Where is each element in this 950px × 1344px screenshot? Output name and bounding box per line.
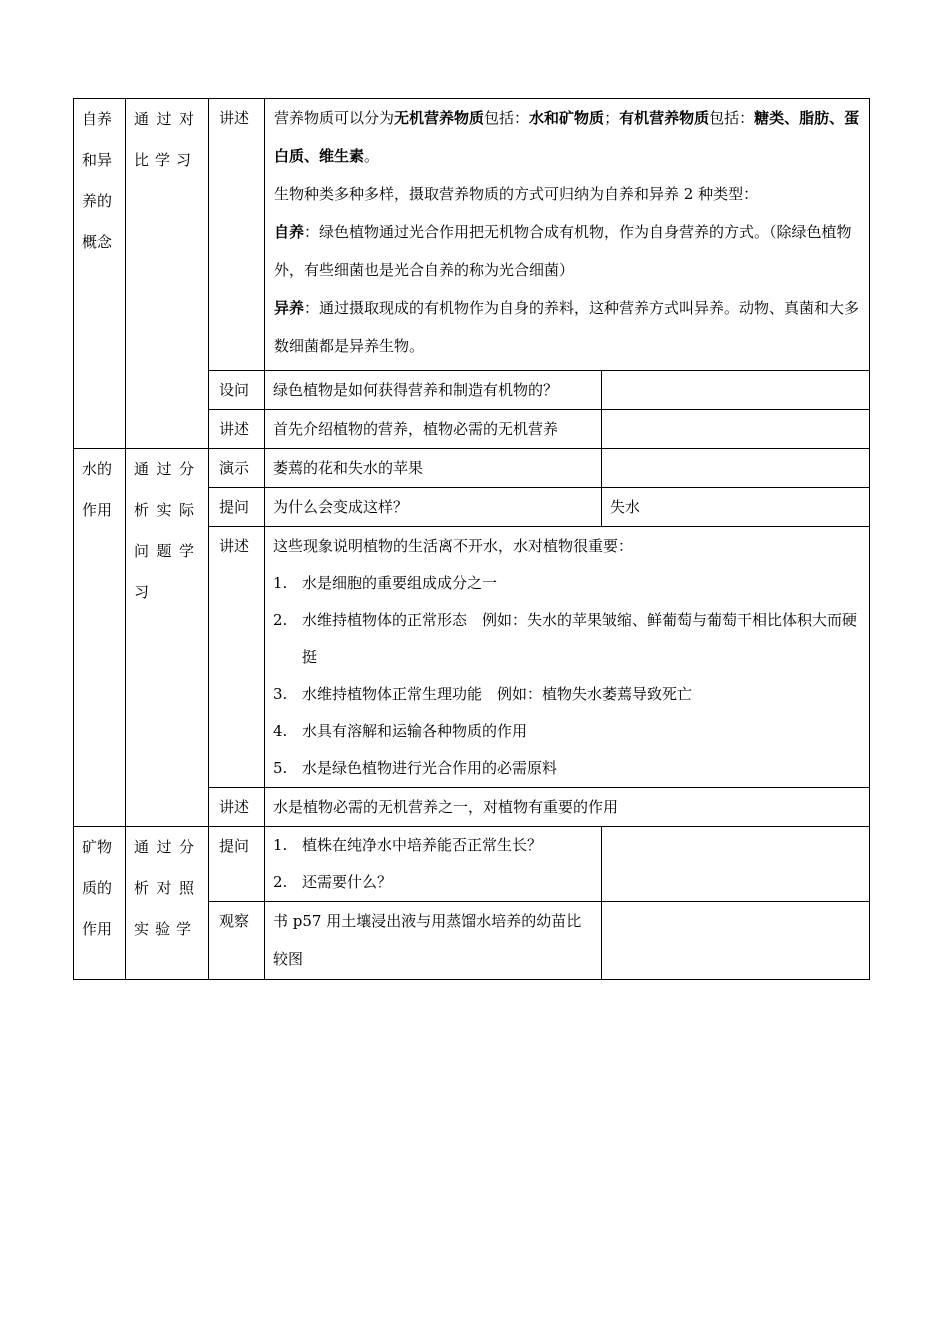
- text: 包括：: [484, 109, 530, 127]
- text: ：通过摄取现成的有机物作为自身的养料，这种营养方式叫异养。动物、真菌和大多数细菌都是异养生物。: [274, 299, 860, 355]
- text: ：绿色植物通过光合作用把无机物合成有机物，作为自身营养的方式。（除绿色植物外，有些细菌也是光合自养的称为光合细菌）: [274, 223, 852, 279]
- topic-cell: 水的作用: [74, 449, 126, 827]
- paragraph: 这些现象说明植物的生活离不开水，水对植物很重要：: [273, 537, 634, 555]
- term-label: 自养: [274, 223, 305, 241]
- note-cell: [602, 902, 870, 980]
- activity-cell: 设问: [209, 371, 265, 410]
- list-number: 3.: [273, 685, 288, 703]
- list-text: 水是细胞的重要组成成分之一: [302, 574, 498, 592]
- content-cell: 书 p57 用土壤浸出液与用蒸馏水培养的幼苗比较图: [265, 902, 602, 980]
- text: ；: [604, 109, 620, 127]
- paragraph: 生物种类多种多样，摄取营养物质的方式可归纳为自养和异养 2 种类型：: [274, 185, 759, 203]
- content-cell: [265, 827, 602, 902]
- list-item: [273, 864, 593, 901]
- text: 。: [364, 147, 380, 165]
- list-item: [273, 676, 861, 713]
- paragraph: [274, 213, 861, 289]
- activity-cell: 提问: [209, 488, 265, 527]
- activity-cell: 讲述: [209, 527, 265, 788]
- note-cell: 失水: [602, 488, 870, 527]
- bold-text: 糖类、脂肪、蛋白质、维生素: [274, 109, 860, 165]
- term-label: 异养: [274, 299, 305, 317]
- activity-cell: 观察: [209, 902, 265, 980]
- list-item: [273, 750, 861, 787]
- list-text: 水具有溶解和运输各种物质的作用: [302, 722, 528, 740]
- text: 营养物质可以分为: [274, 109, 395, 127]
- method-cell: 通过分析对照实验学: [126, 827, 209, 980]
- list-number: 4.: [273, 722, 288, 740]
- activity-cell: 讲述: [209, 410, 265, 449]
- table-row: [74, 827, 870, 902]
- note-cell: [602, 827, 870, 902]
- content-cell: 首先介绍植物的营养，植物必需的无机营养: [265, 410, 602, 449]
- paragraph: [274, 99, 861, 175]
- method-cell: 通过分析实际问题学习: [126, 449, 209, 827]
- list-number: 5.: [273, 759, 288, 777]
- text: 包括：: [709, 109, 755, 127]
- activity-cell: 演示: [209, 449, 265, 488]
- activity-cell: 提问: [209, 827, 265, 902]
- list-text: 水维持植物体的正常形态 例如：失水的苹果皱缩、鲜葡萄与葡萄干相比体积大而硬挺: [302, 611, 858, 666]
- water-role-list: [273, 565, 861, 787]
- list-number: 2.: [273, 873, 288, 891]
- paragraph: [274, 289, 861, 365]
- note-cell: [602, 371, 870, 410]
- content-cell: 水是植物必需的无机营养之一，对植物有重要的作用: [265, 788, 870, 827]
- activity-cell: 讲述: [209, 788, 265, 827]
- list-number: 1.: [273, 836, 288, 854]
- list-item: [273, 827, 593, 864]
- list-item: [273, 565, 861, 602]
- list-text: 还需要什么？: [302, 873, 393, 891]
- content-cell: 萎蔫的花和失水的苹果: [265, 449, 602, 488]
- list-text: 水是绿色植物进行光合作用的必需原料: [302, 759, 558, 777]
- note-cell: [602, 410, 870, 449]
- list-text: 水维持植物体正常生理功能 例如：植物失水萎蔫导致死亡: [302, 685, 693, 703]
- content-cell: 绿色植物是如何获得营养和制造有机物的？: [265, 371, 602, 410]
- note-cell: [602, 449, 870, 488]
- content-cell: [265, 99, 870, 371]
- content-cell: [265, 527, 870, 788]
- activity-cell: 讲述: [209, 99, 265, 371]
- list-number: 2.: [273, 611, 288, 629]
- bold-text: 无机营养物质: [394, 109, 485, 127]
- method-cell: 通过对比学习: [126, 99, 209, 449]
- lesson-plan-table: [73, 98, 870, 980]
- topic-cell: 矿物质的作用: [74, 827, 126, 980]
- content-cell: 为什么会变成这样？: [265, 488, 602, 527]
- list-item: [273, 713, 861, 750]
- list-text: 植株在纯净水中培养能否正常生长？: [302, 836, 543, 854]
- bold-text: 有机营养物质: [619, 109, 710, 127]
- question-list: [273, 827, 593, 901]
- list-item: [273, 602, 861, 676]
- list-number: 1.: [273, 574, 288, 592]
- table-row: [74, 99, 870, 371]
- topic-cell: 自养和异养的概念: [74, 99, 126, 449]
- bold-text: 水和矿物质: [529, 109, 605, 127]
- table-row: [74, 449, 870, 488]
